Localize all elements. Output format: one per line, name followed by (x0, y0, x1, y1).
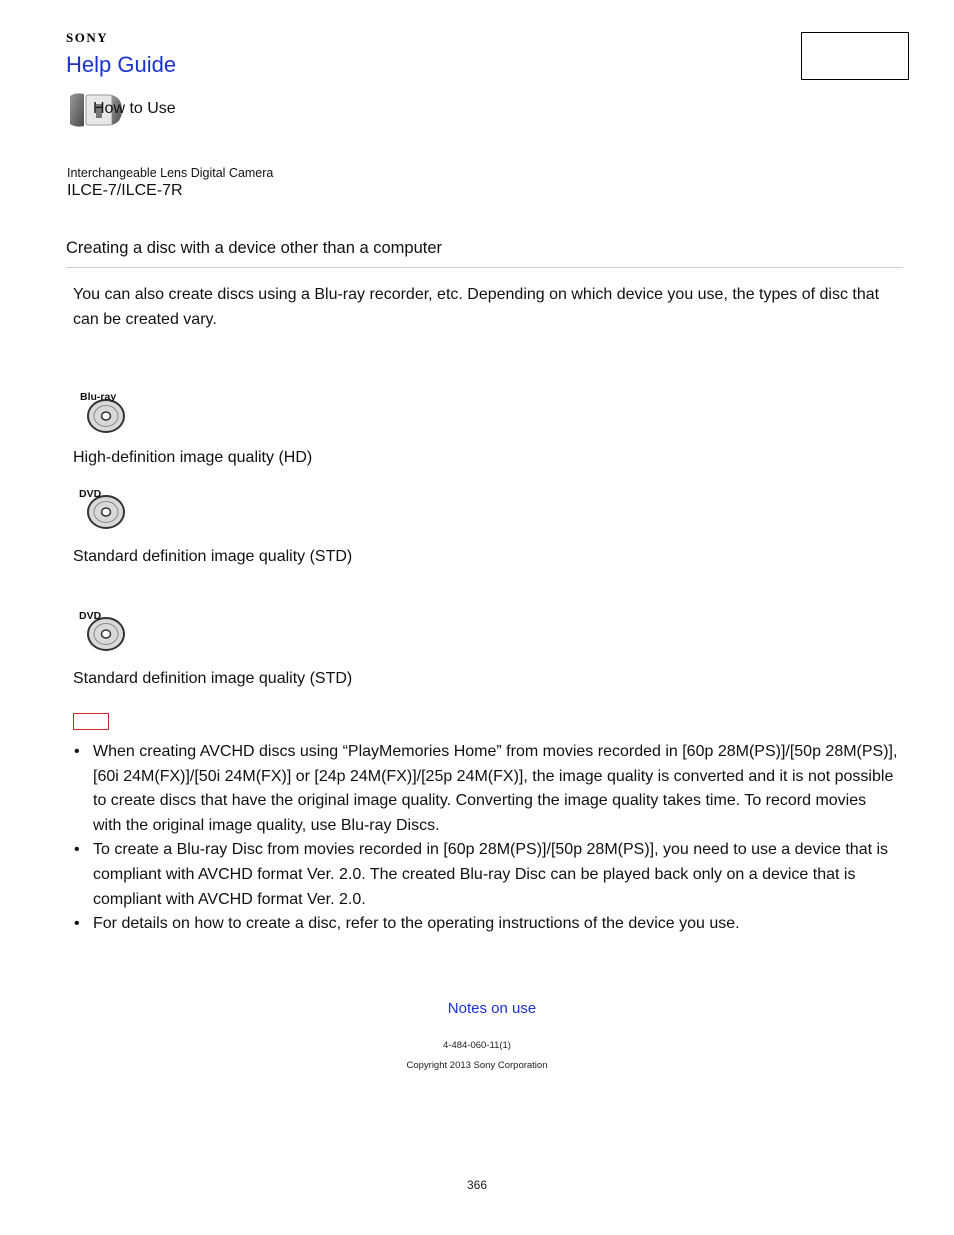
page-title: Creating a disc with a device other than a computer (66, 239, 443, 257)
list-item: • For details on how to create a disc, refer to the operating instructions of the device you use. (73, 912, 898, 937)
disc-caption-std: Standard definition image quality (STD) (73, 548, 353, 565)
product-type: Interchangeable Lens Digital Camera (67, 166, 274, 180)
notes-on-use-link[interactable]: Notes on use (447, 1000, 537, 1017)
disc-caption-hd: High-definition image quality (HD) (73, 449, 313, 466)
page-number: 366 (466, 1178, 488, 1192)
list-item: • To create a Blu-ray Disc from movies recorded in [60p 28M(PS)]/[50p 28M(PS)], you need to use a device that is compliant with AVCHD format Ver. 2.0. The created Blu-ray Disc can be played back only on a device that is compliant with AVCHD format Ver. 2.0. (73, 838, 898, 912)
svg-text:DVD: DVD (79, 488, 102, 500)
blu-ray-disc-icon (78, 388, 126, 436)
copyright: Copyright 2013 Sony Corporation (406, 1060, 548, 1071)
svg-text:Blu-ray: Blu-ray (80, 391, 117, 403)
notes-list (73, 740, 898, 937)
section-label: How to Use (93, 100, 176, 117)
intro-paragraph: You can also create discs using a Blu-ray recorder, etc. Depending on which device you use, the types of disc that can be created vary. (73, 286, 880, 328)
help-guide-link[interactable]: Help Guide (66, 52, 177, 77)
model-name: ILCE-7/ILCE-7R (67, 182, 183, 199)
title-divider (66, 267, 903, 268)
footer-nav (0, 1000, 954, 1017)
dvd-disc-icon (78, 486, 126, 534)
top-right-box (801, 32, 909, 80)
document-number: 4-484-060-11(1) (443, 1040, 511, 1051)
disc-caption-std: Standard definition image quality (STD) (73, 670, 353, 687)
svg-text:DVD: DVD (79, 610, 102, 622)
list-item: • When creating AVCHD discs using “PlayMemories Home” from movies recorded in [60p 28M(PS)]/[50p 28M(PS)], [60i 24M(FX)]/[50i 24M(FX)] or [24p 24M(FX)]/[25p 24M(FX)], the image quality is converted and it is not possible to create discs that have the original image quality. Converting the image quality takes time. To record movies with the original image quality, use Blu-ray Discs. (73, 740, 898, 838)
sony-logo: SONY (66, 30, 109, 45)
note-marker (73, 713, 109, 730)
dvd-disc-icon (78, 608, 126, 656)
